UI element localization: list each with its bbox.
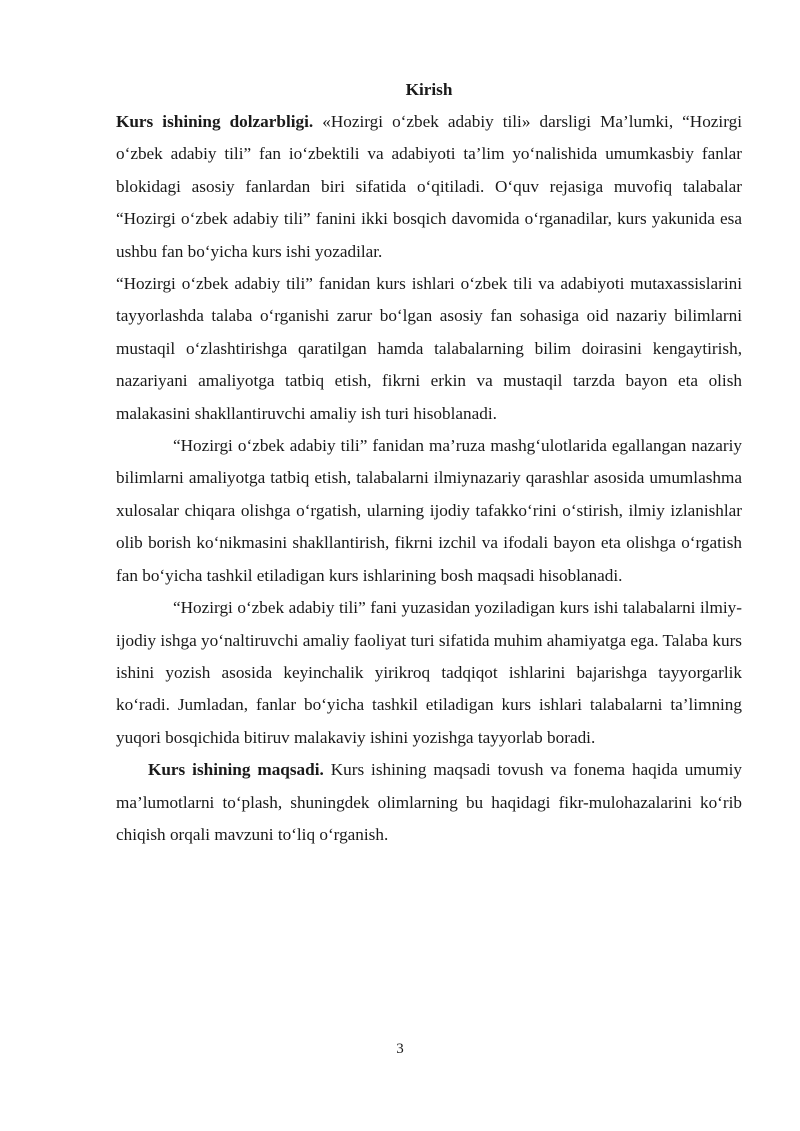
purpose-paragraph — [116, 754, 742, 851]
relevance-paragraph — [116, 106, 742, 268]
paragraph-3: “Hozirgi o‘zbek adabiy tili” fanidan ma’ruza mashg‘ulotlarida egallangan nazariy bilimlarni amaliyotga tatbiq etish, talabalarni ilmiynazariy qarashlar asosida umumlashma xulosalar chiqara olishga o‘rgatish, ularning ijodiy tafakko‘rini o‘stirish, ilmiy izlanishlar olib borish ko‘nikmasini shakllantirish, fikrni izchil va ifodali bayon eta olishga o‘rgatish fan bo‘yicha tashkil etiladigan kurs ishlarining bosh maqsadi hisoblanadi. — [116, 436, 742, 585]
page-title: Kirish — [405, 80, 453, 99]
purpose-heading: Kurs ishining maqsadi. — [148, 760, 324, 780]
relevance-text: «Hozirgi o‘zbek adabiy tili» darsligi Ma’lumki, “Hozirgi o‘zbek adabiy tili” fan io‘zbektili va adabiyoti ta’lim yo‘nalishida umumkasbiy fanlar blokidagi asosiy fanlardan biri sifatida o‘qitiladi. O‘quv rejasiga muvofiq talabalar “Hozirgi o‘zbek adabiy tili” fanini ikki bosqich davomida o‘rganadilar, kurs yakunida esa ushbu fan bo‘yicha kurs ishi yozadilar. — [116, 112, 742, 261]
purpose-text: Kurs ishining maqsadi tovush va fonema haqida umumiy ma’lumotlarni to‘plash, shuningdek olimlarning bu haqidagi fikr-mulohazalarini ko‘rib chiqish orqali mavzuni to‘liq o‘rganish. — [116, 760, 742, 844]
paragraph-2: “Hozirgi o‘zbek adabiy tili” fanidan kurs ishlari o‘zbek tili va adabiyoti mutaxassislarini tayyorlashda talaba o‘rganishi zarur bo‘lgan asosiy fan sohasiga oid nazariy bilimlarni mustaqil o‘zlashtirishga qaratilgan hamda talabalarning bilim doirasini kengaytirish, nazariyani amaliyotga tatbiq etish, fikrni erkin va mustaqil tarzda bayon eta olish malakasini shakllantiruvchi amaliy ish turi hisoblanadi. — [116, 274, 742, 423]
paragraph-4: “Hozirgi o‘zbek adabiy tili” fani yuzasidan yoziladigan kurs ishi talabalarni ilmiy-ijodiy ishga yo‘naltiruvchi amaliy faoliyat turi sifatida muhim ahamiyatga ega. Talaba kurs ishini yozish asosida keyinchalik yirikroq tadqiqot ishlarini bajarishga tayyorgarlik ko‘radi. Jumladan, fanlar bo‘yicha tashkil etiladigan kurs ishlari talabalarni ta’limning yuqori bosqichida bitiruv malakaviy ishini yozishga tayyorlab boradi. — [116, 598, 742, 747]
page-number: 3 — [396, 1041, 404, 1057]
document-page — [116, 74, 742, 851]
relevance-heading: Kurs ishining dolzarbligi. — [116, 112, 314, 131]
